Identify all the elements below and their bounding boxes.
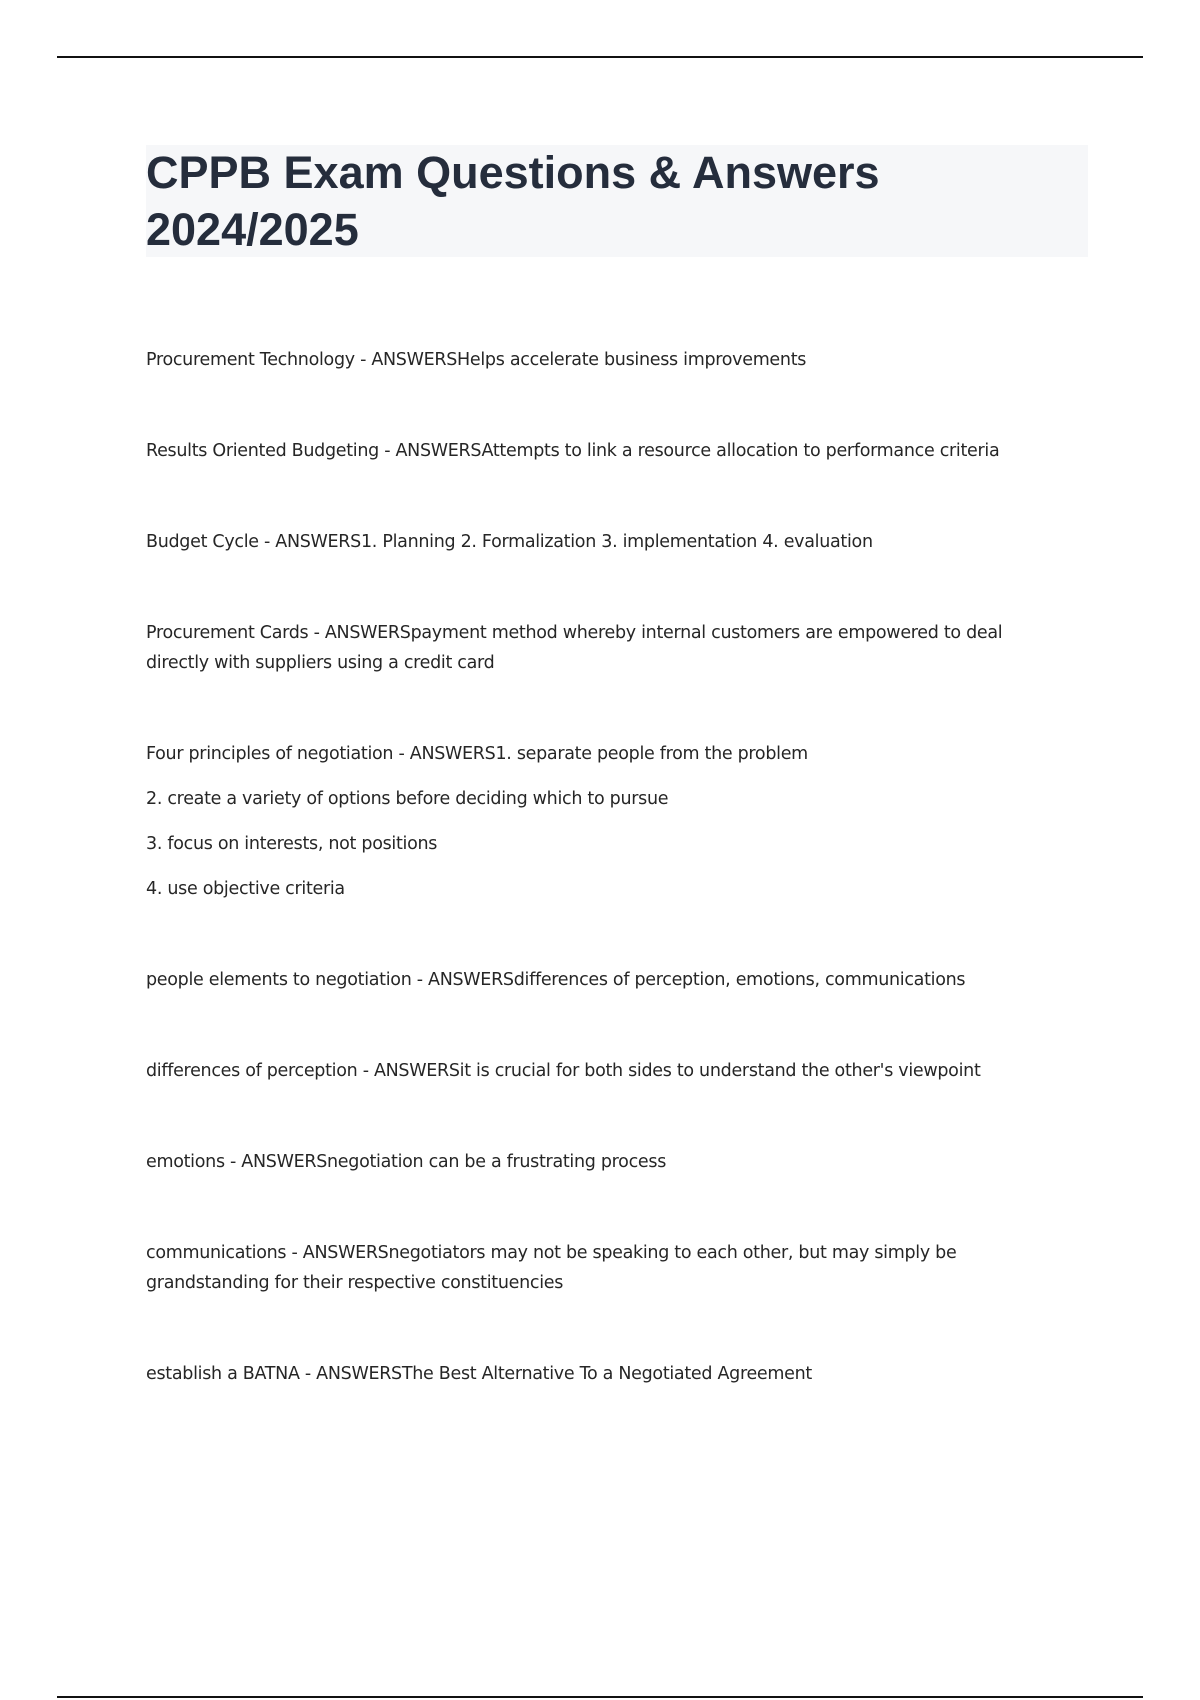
qa-entry-batna [146,1359,1066,1389]
title-block [146,145,1088,257]
qa-text: Procurement Technology - ANSWERSHelps accelerate business improvements [146,350,807,370]
header-rule [57,56,1143,58]
qa-list-item: 4. use objective criteria [146,879,345,899]
qa-text: Procurement Cards - ANSWERSpayment method whereby internal customers are empowered to deal [146,623,1003,643]
document-title: CPPB Exam Questions & Answers 2024/2025 [146,147,880,255]
qa-text: Budget Cycle - ANSWERS1. Planning 2. Formalization 3. implementation 4. evaluation [146,532,873,552]
qa-entry-procurement-technology [146,345,1066,375]
qa-entry-differences-of-perception [146,1056,1066,1086]
qa-text: communications - ANSWERSnegotiators may not be speaking to each other, but may simply be [146,1243,957,1263]
qa-entry-emotions [146,1147,1066,1177]
qa-text-continued: grandstanding for their respective constituencies [146,1273,564,1293]
qa-text: Results Oriented Budgeting - ANSWERSAttempts to link a resource allocation to performance criteria [146,441,1000,461]
footer-rule [57,1696,1143,1698]
qa-entry-results-oriented-budgeting [146,436,1066,466]
qa-text: emotions - ANSWERSnegotiation can be a frustrating process [146,1152,667,1172]
qa-entry-communications [146,1238,1066,1298]
qa-entry-budget-cycle [146,527,1066,557]
qa-text: people elements to negotiation - ANSWERSdifferences of perception, emotions, communications [146,970,966,990]
qa-entry-people-elements [146,965,1066,995]
qa-text: establish a BATNA - ANSWERSThe Best Alternative To a Negotiated Agreement [146,1364,812,1384]
qa-text-continued: directly with suppliers using a credit card [146,653,495,673]
qa-list-item: 2. create a variety of options before deciding which to pursue [146,789,669,809]
qa-text: differences of perception - ANSWERSit is crucial for both sides to understand the other's viewpoint [146,1061,981,1081]
qa-entry-procurement-cards [146,618,1066,678]
qa-entry-four-principles [146,739,1066,904]
qa-list-item: 3. focus on interests, not positions [146,834,438,854]
qa-text: Four principles of negotiation - ANSWERS1. separate people from the problem [146,744,808,764]
